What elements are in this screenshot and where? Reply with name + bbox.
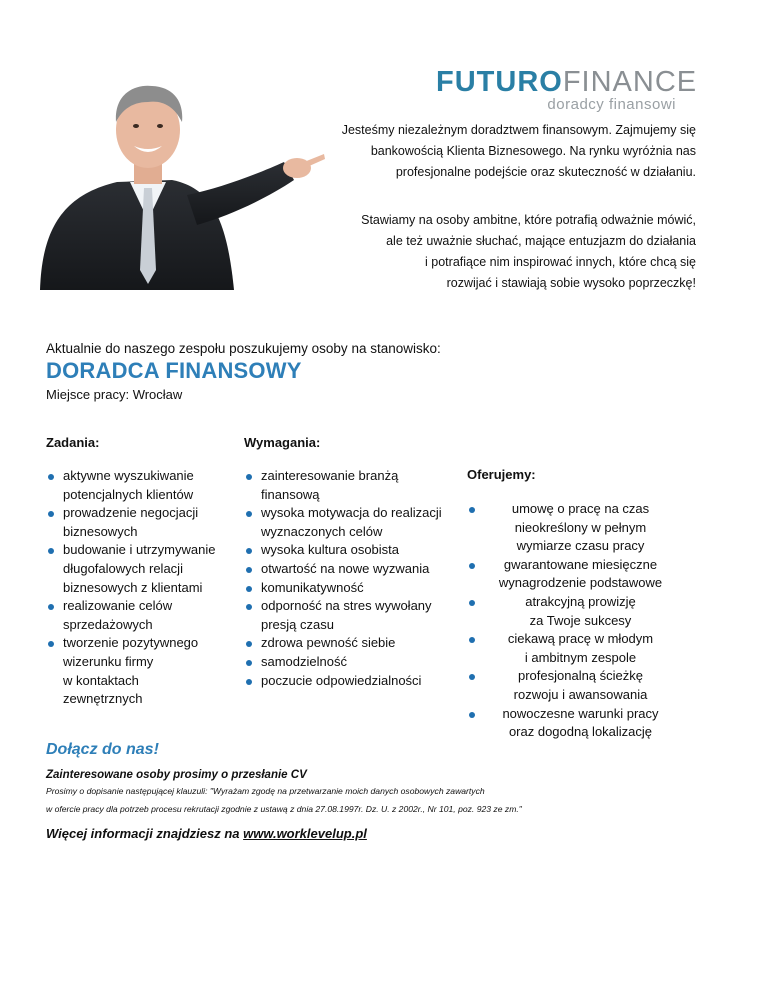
intro-line: Stawiamy na osoby ambitne, które potrafią odważnie mówić, bbox=[361, 213, 696, 227]
list-item: samodzielność bbox=[244, 653, 464, 672]
join-us-heading: Dołącz do nas! bbox=[46, 741, 159, 758]
list-item: umowę o pracę na czas nieokreślony w pełnym wymiarze czasu pracy bbox=[467, 500, 677, 556]
list-item: zainteresowanie branżą finansową bbox=[244, 467, 464, 504]
businessman-illustration bbox=[22, 70, 332, 290]
intro-line: Jesteśmy niezależnym doradztwem finansowym. Zajmujemy się bbox=[341, 123, 696, 137]
list-item: aktywne wyszukiwanie potencjalnych klientów bbox=[46, 467, 246, 504]
cv-request: Zainteresowane osoby prosimy o przesłanie CV bbox=[46, 769, 307, 781]
intro-line: i potrafiące nim inspirować innych, które chcą się bbox=[425, 255, 696, 269]
logo-brand-secondary: FINANCE bbox=[562, 66, 698, 98]
logo-tagline: doradcy finansowi bbox=[547, 96, 676, 113]
company-logo bbox=[436, 66, 698, 126]
list-item: realizowanie celów sprzedażowych bbox=[46, 597, 246, 634]
list-item: wysoka motywacja do realizacji wyznaczonych celów bbox=[244, 504, 464, 541]
list-item: gwarantowane miesięczne wynagrodzenie podstawowe bbox=[467, 556, 677, 593]
list-item: budowanie i utrzymywanie długofalowych relacji biznesowych z klientami bbox=[46, 541, 246, 597]
list-item: profesjonalną ścieżkę rozwoju i awansowania bbox=[467, 667, 677, 704]
list-item: odporność na stres wywołany presją czasu bbox=[244, 597, 464, 634]
requirements-heading: Wymagania: bbox=[244, 435, 321, 450]
list-item: prowadzenie negocjacji biznesowych bbox=[46, 504, 246, 541]
intro-line: bankowością Klienta Biznesowego. Na rynku wyróżnia nas bbox=[370, 144, 696, 158]
requirements-list bbox=[244, 467, 464, 690]
position-title: DORADCA FINANSOWY bbox=[46, 358, 302, 383]
list-item: nowoczesne warunki pracy oraz dogodną lokalizację bbox=[467, 705, 677, 742]
intro-line: ale też uważnie słuchać, mające entuzjazm do działania bbox=[386, 234, 696, 248]
tasks-heading: Zadania: bbox=[46, 435, 100, 450]
gdpr-clause-line-2: w ofercie pracy dla potrzeb procesu rekrutacji zgodnie z ustawą z dnia 27.08.1997r. Dz. U. z 2002r., Nr 101, poz. 923 ze zm." bbox=[46, 804, 522, 814]
list-item: atrakcyjną prowizję za Twoje sukcesy bbox=[467, 593, 677, 630]
lead-text: Aktualnie do naszego zespołu poszukujemy osoby na stanowisko: bbox=[46, 341, 441, 356]
website-link[interactable]: www.worklevelup.pl bbox=[243, 826, 367, 841]
more-info bbox=[46, 826, 367, 841]
intro-line: profesjonalne podejście oraz skuteczność w działaniu. bbox=[395, 165, 696, 179]
intro-line: rozwijać i stawiają sobie wysoko poprzeczkę! bbox=[446, 276, 696, 290]
list-item: zdrowa pewność siebie bbox=[244, 634, 464, 653]
intro-paragraph-2 bbox=[296, 210, 696, 294]
list-item: komunikatywność bbox=[244, 579, 464, 598]
list-item: ciekawą pracę w młodym i ambitnym zespole bbox=[467, 630, 677, 667]
list-item: otwartość na nowe wyzwania bbox=[244, 560, 464, 579]
offers-heading: Oferujemy: bbox=[467, 467, 536, 482]
intro-paragraph-1 bbox=[296, 120, 696, 183]
list-item: tworzenie pozytywnego wizerunku firmy w kontaktach zewnętrznych bbox=[46, 634, 246, 708]
more-info-text: Więcej informacji znajdziesz na bbox=[46, 826, 244, 841]
gdpr-clause-line-1: Prosimy o dopisanie następującej klauzuli: "Wyrażam zgodę na przetwarzanie moich danych osobowych zawartych bbox=[46, 786, 485, 796]
tasks-list bbox=[46, 467, 246, 709]
work-location: Miejsce pracy: Wrocław bbox=[46, 387, 183, 402]
offers-list bbox=[467, 500, 677, 742]
list-item: wysoka kultura osobista bbox=[244, 541, 464, 560]
logo-brand-primary: FUTURO bbox=[436, 66, 563, 98]
list-item: poczucie odpowiedzialności bbox=[244, 672, 464, 691]
